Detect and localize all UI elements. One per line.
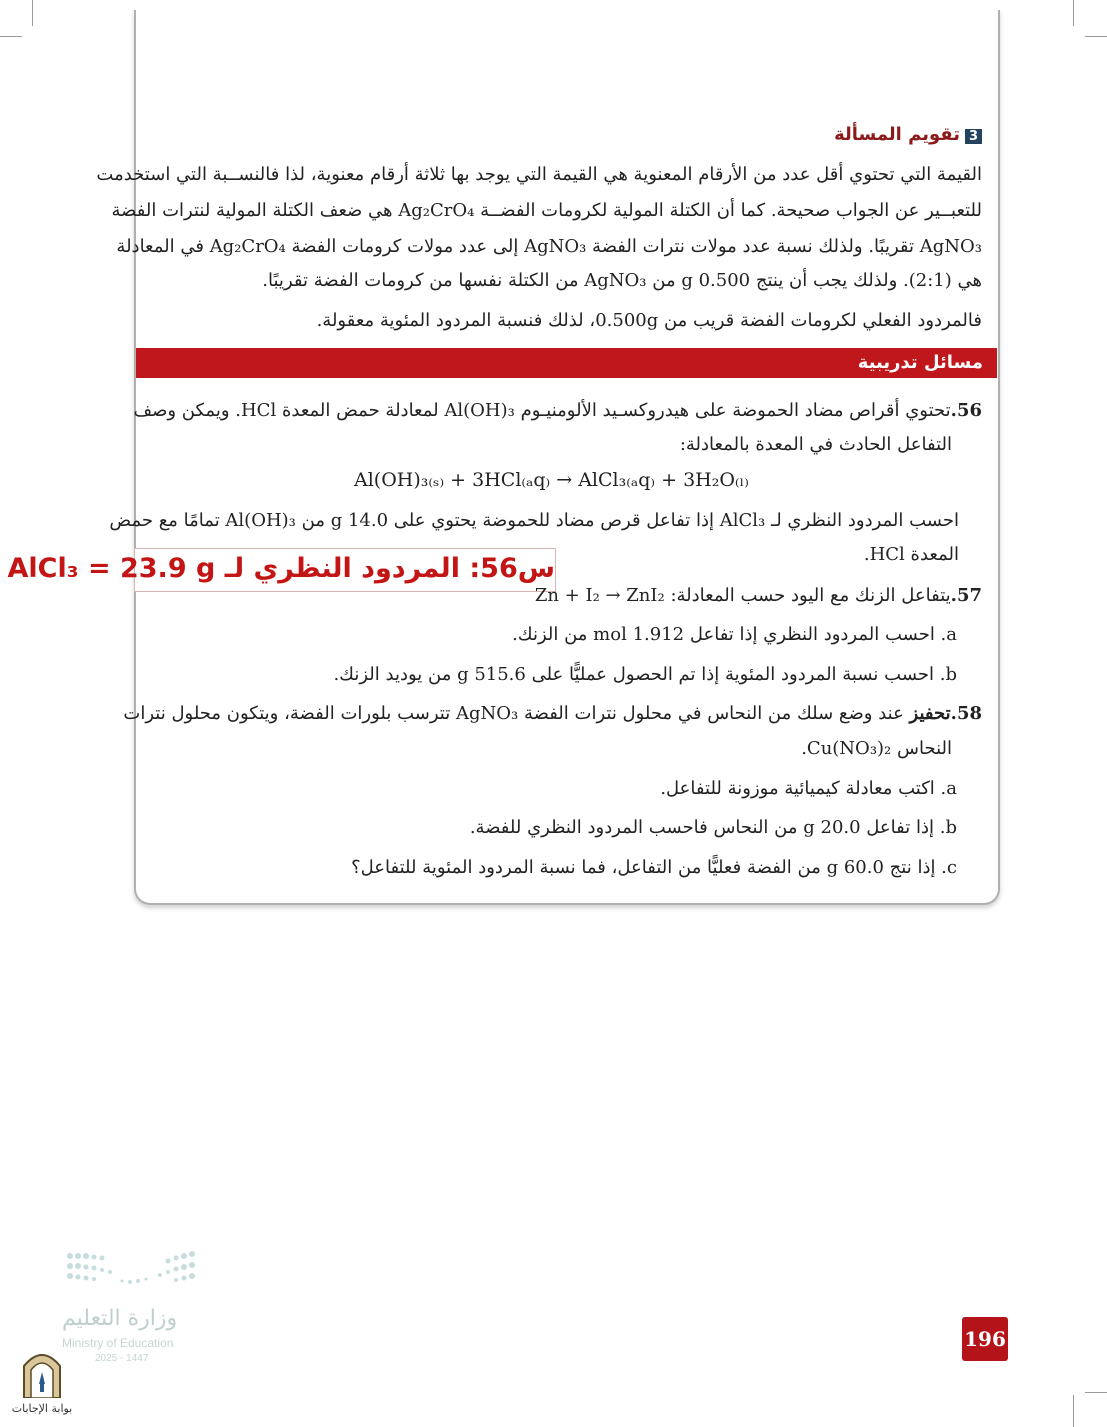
question-58-line2: النحاس Cu(NO₃)₂. [801, 738, 952, 759]
crop-mark [1073, 1395, 1074, 1427]
question-57-a: a. احسب المردود النظري إذا تفاعل 1.912 mol من الزنك. [512, 624, 957, 645]
section-title-text: تقويم المسألة [834, 124, 960, 145]
section-title [834, 124, 982, 145]
crop-mark [1085, 36, 1107, 37]
eval-line: هي (2:1). ولذلك يجب أن ينتج 0.500 g من AgNO₃ من الكتلة نفسها من كرومات الفضة تقريبًا. [262, 270, 982, 291]
crop-mark [1073, 0, 1074, 26]
question-number: 56. [950, 400, 982, 421]
question-text: تحتوي أقراص مضاد الحموضة على هيدروكسـيد الألومنيـوم Al(OH)₃ لمعادلة حمض المعدة HCl. ويمكن وصف [133, 400, 951, 421]
ministry-arabic-name: وزارة التعليم [62, 1306, 178, 1331]
section-number: 3 [965, 129, 982, 144]
practice-problems-band [136, 348, 997, 378]
question-text: يتفاعل الزنك مع اليود حسب المعادلة: Zn + I₂ → ZnI₂ [534, 585, 951, 606]
question-number: 58. [950, 703, 982, 724]
question-58-a: a. اكتب معادلة كيميائية موزونة للتفاعل. [660, 778, 957, 799]
question-text: عند وضع سلك من النحاس في محلول نترات الفضة AgNO₃ تترسب بلورات الفضة، ويتكون محلول نترات [123, 703, 904, 724]
question-56-line2: التفاعل الحادث في المعدة بالمعادلة: [679, 434, 952, 455]
ministry-logo-icon [60, 1248, 210, 1298]
question-57-b: b. احسب نسبة المردود المئوية إذا تم الحصول عمليًّا على 515.6 g من يوديد الزنك. [333, 664, 957, 685]
question-57 [534, 585, 982, 607]
crop-mark [32, 0, 33, 26]
question-56-line4: المعدة HCl. [863, 544, 959, 565]
question-58 [123, 703, 982, 725]
watermark [4, 1348, 80, 1415]
eval-line: فالمردود الفعلي لكرومات الفضة قريب من 0.500g، لذلك فنسبة المردود المئوية معقولة. [316, 310, 982, 331]
question-label: تحفيز [909, 703, 951, 724]
watermark-text: بوابة الإجابات [11, 1402, 73, 1415]
crop-mark [1085, 1392, 1107, 1393]
question-56 [133, 400, 982, 422]
page-number: 196 [962, 1317, 1008, 1361]
answer-overlay: س56: المردود النظري لـ AlCl₃ = 23.9 g [134, 548, 556, 592]
question-58-c: c. إذا نتج 60.0 g من الفضة فعليًّا من التفاعل، فما نسبة المردود المئوية للتفاعل؟ [351, 857, 957, 878]
mosque-gate-icon [20, 1348, 64, 1398]
eval-line: للتعبــير عن الجواب صحيحة. كما أن الكتلة المولية لكرومات الفضــة Ag₂CrO₄ هي ضعف الكتلة المولية لنترات الفضة [111, 200, 982, 221]
eval-line: AgNO₃ تقريبًا. ولذلك نسبة عدد مولات نترات الفضة AgNO₃ إلى عدد مولات كرومات الفضة Ag₂CrO₄ في المعادلة [116, 236, 982, 257]
ministry-english-name: Ministry of Education [62, 1336, 174, 1350]
crop-mark [0, 36, 22, 37]
ministry-year: 2025 - 1447 [95, 1353, 149, 1364]
practice-band-label: مسائل تدريبية [857, 352, 983, 373]
equation-56: Al(OH)₃₍ₛ₎ + 3HCl₍ₐq₎ → AlCl₃₍ₐq₎ + 3H₂O₍ₗ₎ [354, 469, 749, 491]
eval-line: القيمة التي تحتوي أقل عدد من الأرقام المعنوية هي القيمة التي يوجد بها ثلاثة أرقام معنوية، لذا فالنســبة التي استخدمت [96, 164, 982, 185]
question-number: 57. [950, 585, 982, 606]
question-58-b: b. إذا تفاعل 20.0 g من النحاس فاحسب المردود النظري للفضة. [469, 817, 957, 838]
question-56-line3: احسب المردود النظري لـ AlCl₃ إذا تفاعل قرص مضاد للحموضة يحتوي على 14.0 g من Al(OH)₃ تمامًا مع حمض [109, 510, 959, 531]
